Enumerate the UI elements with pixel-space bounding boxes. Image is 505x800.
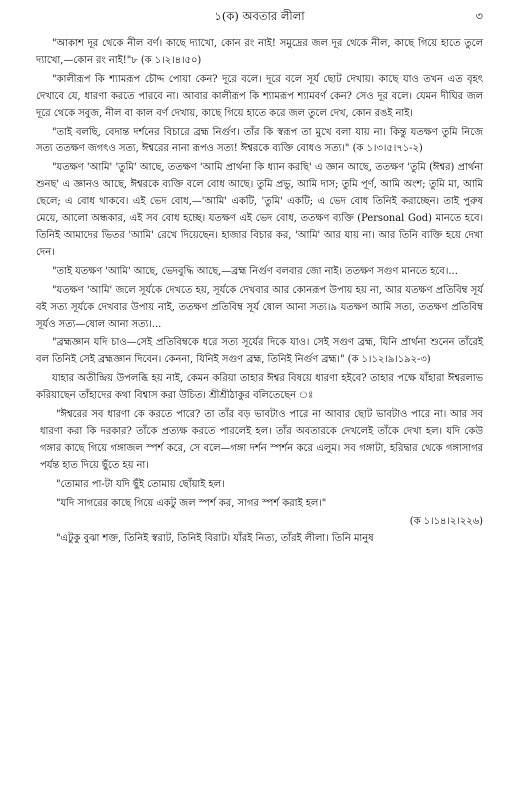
chapter-heading: ১(ক) অবতার লীলা [214, 9, 305, 23]
paragraph: "যতক্ষণ 'আমি' জলে সূর্যকে দেখতে হয়, সূর্যকে দেখবার আর কোনরূপ উপায় হয় না, আর যতক্ষণ প্রতিবিম্ব সূর্য বই সত্য সূর্যকে দেখবার উপায় নাই, ততক্ষণ প্রতিবিম্ব সূর্য ষোল আনা সত্য।৯ যতক্ষণ আমি সত্য, ততক্ষণ প্রতিবিম্ব সূর্যও সত্য—ষোল আনা সত্য।... [36, 284, 483, 330]
page-header [36, 8, 483, 28]
paragraph: "যদি সাগরের কাছে গিয়ে একটু জল স্পর্শ কর, সাগর স্পর্শ করাই হল।" [56, 497, 327, 509]
page-body [36, 36, 483, 548]
paragraph: "কালীরূপ কি শ্যামরূপ চৌদ্দ পোয়া কেন? দূরে বলে। দূরে বলে সূর্য ছোট দেখায়। কাছে যাও তখন এত বৃহৎ দেখাবে যে, ধারণা করতে পারবে না। আবার কালীরূপ কি শ্যামরূপ শ্যামবর্ণ কেন? সেও দূর বলে। যেমন দীঘির জল দূরে থেকে সবুজ, নীল বা কাল বর্ণ দেখায়, কাছে গিয়ে হাতে করে জল তুলে দেখ, কোন রঙই নাই। [36, 73, 483, 119]
paragraph: "আকাশ দূর থেকে নীল বর্ণ। কাছে দ্যাখো, কোন রং নাই! সমুদ্রের জল দূর থেকে নীল, কাছে গিয়ে হাতে তুলে দ্যাখো,—কোন রং নাই!"৮ (ক ১।২।৪।৫০) [36, 38, 483, 66]
paragraph: "ঈশ্বরের সব ধারণা কে করতে পারে? তা তাঁর বড় ভাবটাও পারে না আবার ছোট ভাবটাও পারে না। আর সব ধারণা করা কি দরকার? তাঁকে প্রত্যক্ষ করতে পারলেই হল। তাঁর অবতারকে দেখলেই তাঁকে দেখা হল। যদি কেউ গঙ্গার কাছে গিয়ে গঙ্গাজল স্পর্শ করে, সে বলে—গঙ্গা দর্শন স্পর্শন করে এলুম। সব গঙ্গাটা, হরিদ্বার থেকে গঙ্গাসাগর পর্যন্ত হাত দিয়ে ছুঁতে হয় না। [40, 409, 483, 471]
paragraph: "তাই বলছি, বেদান্ত দর্শনের বিচারে ব্রহ্ম নির্গুণ। তাঁর কি স্বরূপ তা মুখে বলা যায় না। কিন্তু যতক্ষণ তুমি নিজে সত্য ততক্ষণ জগৎও সত্য, ঈশ্বরের নানা রূপও সত্য! ঈশ্বরকে ব্যক্তি বোধও সত্য।" (ক ১।৩।৫।৭১-২) [36, 126, 483, 155]
paragraph: "ব্রহ্মজ্ঞান যদি চাও—সেই প্রতিবিম্বকে ধরে সত্য সূর্যের দিকে যাও। সেই সগুণ ব্রহ্ম, যিনি প্রার্থনা শুনেন তাঁরেই বল তিনিই সেই ব্রহ্মজ্ঞান দিবেন। কেননা, যিনিই সগুণ ব্রহ্ম, তিনিই নির্গুণ ব্রহ্ম।" (ক ১।১২।৯।১৯২-৩) [36, 337, 483, 366]
paragraph: যাহার অতীন্দ্রিয় উপলব্ধি হয় নাই, কেমন করিয়া তাহার ঈশ্বর বিষয়ে ধারণা হইবে? তাহার পক্ষে যাঁহারা ঈশ্বরলাভ করিয়াছেন তাঁহাদের কথা বিশ্বাস করা উচিত। শ্রীশ্রীঠাকুর বলিতেছেন ঃ [36, 373, 483, 402]
paragraph: "তোমার পা-টা যদি ছুঁই তোমায় ছোঁয়াই হল। [56, 478, 225, 490]
paragraph: "এটুকু বুঝা শক্ত, তিনিই স্বরাট, তিনিই বিরাট। যাঁরই নিত্য, তাঁরই লীলা। তিনি মানুষ [56, 533, 374, 545]
paragraph: "তাই যতক্ষণ 'আমি' আছে, ভেদবুদ্ধি আছে,—ব্রহ্ম নির্গুণ বলবার জো নাই। ততক্ষণ সগুণ মানতে হবে।... [52, 265, 458, 277]
page-number: ৩ [475, 9, 483, 23]
paragraph: "যতক্ষণ 'আমি' 'তুমি' আছে, ততক্ষণ 'আমি প্রার্থনা কি ধ্যান করছি' এ জ্ঞান আছে, ততক্ষণ 'তুমি (ঈশ্বর) প্রার্থনা শুনছ' এ জ্ঞানও আছে, ঈশ্বরকে ব্যক্তি বলে বোধ আছে। তুমি প্রভু, আমি দাস; তুমি পূর্ণ, আমি অংশ; তুমি মা, আমি ছেলে; এ বোধ থাকবে। এই ভেদ বোধ,—'আমি' একটি, 'তুমি' একটি; এ ভেদ বোধ তিনিই করাচ্ছেন। তাই পুরুষ মেয়ে, আলো অন্ধকার, এই সব বোধ হচ্ছে। যতক্ষণ এই ভেদ বোধ, ততক্ষণ ব্যক্তি (Personal God) মানতে হবে। তিনিই আমাদের ভিতর 'আমি' রেখে দিয়েছেন। হাজার বিচার কর, 'আমি' আর যায় না। আর তিনি ব্যক্তি হয়ে দেখা দেন। [36, 162, 483, 258]
citation: (ক ১।১৪।২।২২৬) [409, 516, 483, 528]
